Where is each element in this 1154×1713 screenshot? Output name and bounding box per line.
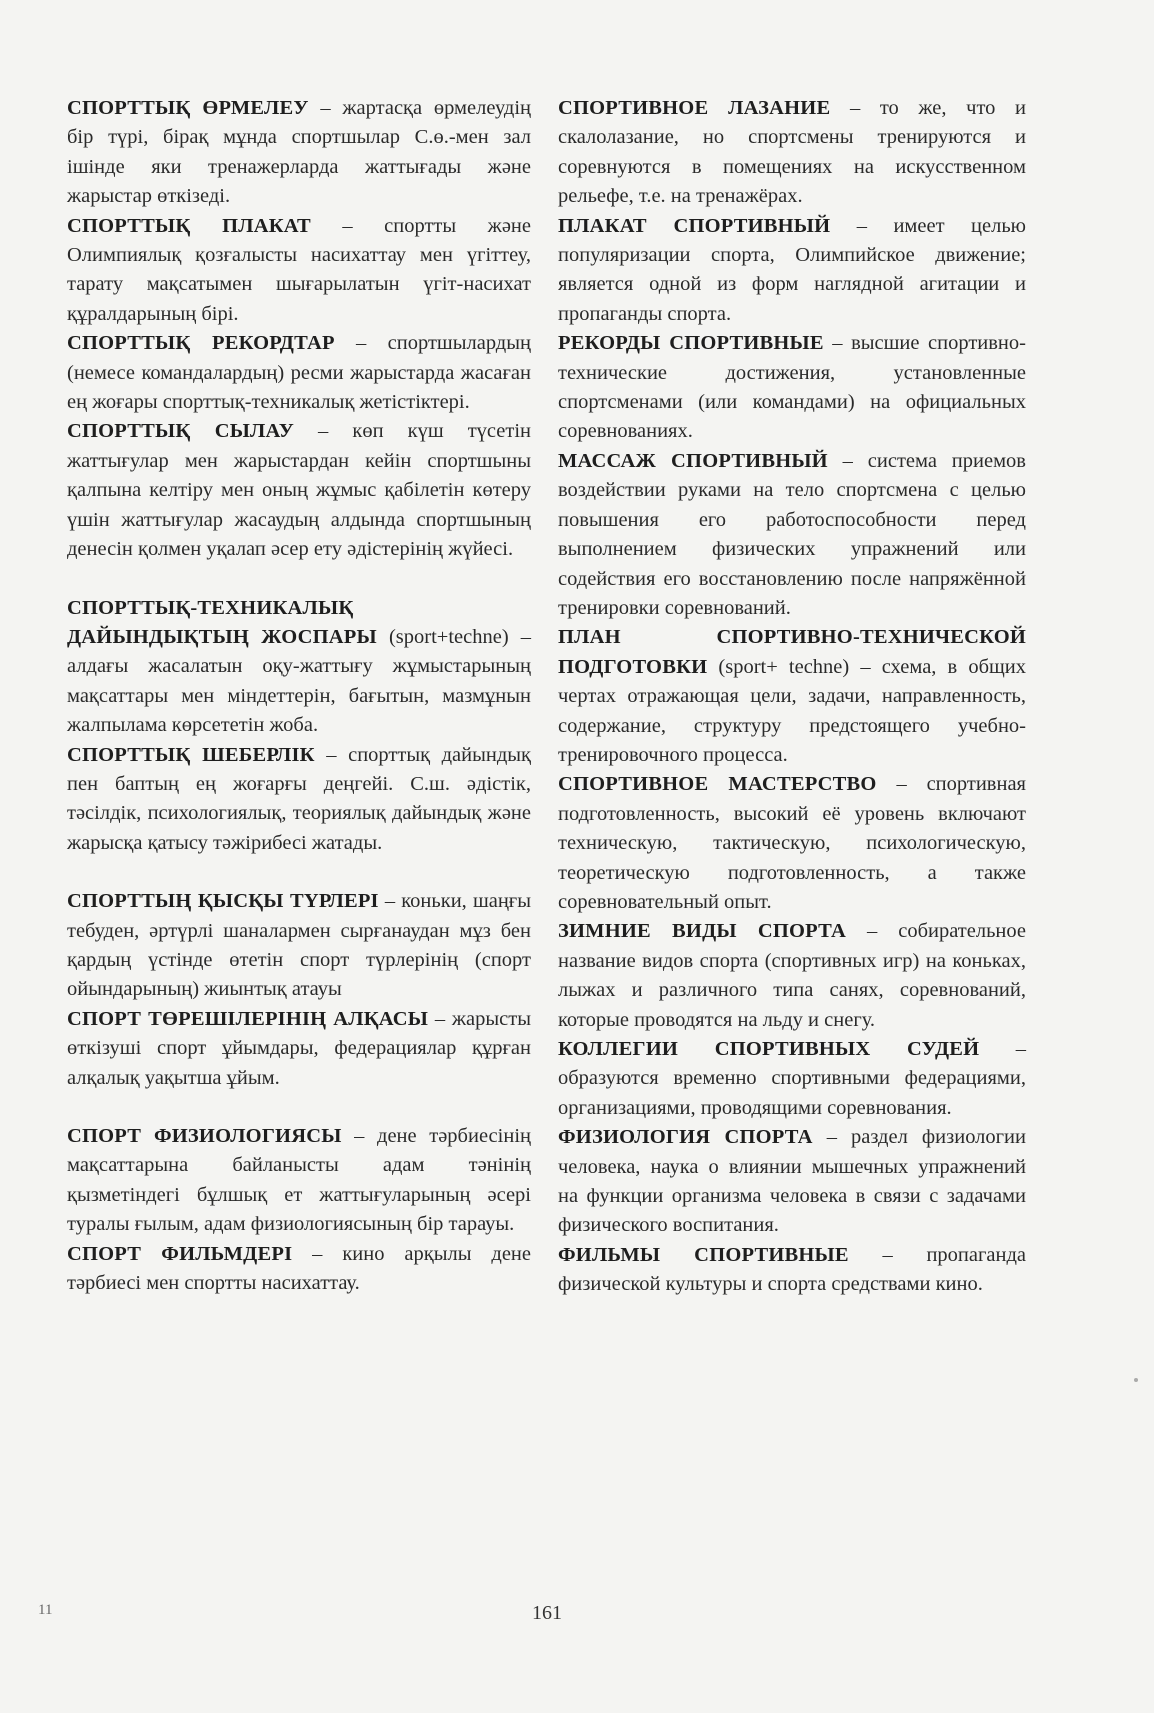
entry-term: СПОРТТЫҢ ҚЫСҚЫ ТҮРЛЕРІ: [67, 890, 379, 913]
dictionary-entry: [67, 329, 531, 417]
left-column-kazakh: [67, 94, 531, 1298]
entry-definition: – дене тәрбиесінің мақсаттарына байланысты адам тәнінің қызметіндегі бұлшық ет жаттығуларының әсері туралы ғылым, адам физиологиясының бір тарауы.: [67, 1125, 531, 1236]
dictionary-entry: [67, 887, 531, 1005]
entry-definition: – имеет целью популяризации спорта, Олимпийское движение; является одной из форм наглядной агитации и пропаганды спорта.: [558, 214, 1026, 325]
entry-definition: – собирательное название видов спорта (спортивных игр) на коньках, лыжах и различного типа санях, соревнований, которые проводятся на льду и снегу.: [558, 920, 1026, 1031]
entry-term: СПОРТТЫҚ-ТЕХНИКАЛЫҚ ДАЙЫНДЫҚТЫҢ ЖОСПАРЫ: [67, 596, 377, 648]
dictionary-entry: [558, 1035, 1026, 1123]
dictionary-entry: [67, 94, 531, 212]
signature-mark: 11: [38, 1602, 53, 1618]
entry-term: СПОРТ ТӨРЕШІЛЕРІНІҢ АЛҚАСЫ: [67, 1007, 429, 1030]
right-column-russian: [558, 94, 1026, 1300]
entry-term: СПОРТТЫҚ ӨРМЕЛЕУ: [67, 97, 309, 119]
entry-spacer: [67, 858, 531, 887]
dictionary-entry: [558, 1241, 1026, 1300]
entry-term: ПЛАН СПОРТИВНО-ТЕХНИЧЕСКОЙ ПОДГОТОВКИ: [558, 626, 1026, 678]
entry-term: МАССАЖ СПОРТИВНЫЙ: [558, 449, 828, 472]
entry-term: ФИЛЬМЫ СПОРТИВНЫЕ: [558, 1243, 849, 1266]
entry-term: ФИЗИОЛОГИЯ СПОРТА: [558, 1126, 813, 1149]
scan-speck: [1134, 1378, 1138, 1382]
dictionary-entry: [558, 94, 1026, 212]
entry-term: КОЛЛЕГИИ СПОРТИВНЫХ СУДЕЙ: [558, 1038, 980, 1060]
entry-spacer: [67, 1093, 531, 1122]
dictionary-entry: [67, 594, 531, 741]
dictionary-entry: [558, 447, 1026, 623]
entry-definition: (sport+techne) – алдағы жасалатын оқу-жаттығу жұмыстарының мақсаттары мен міндеттерін, бағытын, мазмұнын жалпылама көрсететін жоба.: [67, 625, 531, 737]
entry-term: РЕКОРДЫ СПОРТИВНЫЕ: [558, 332, 824, 355]
entry-definition: – жарысты өткізуші спорт ұйымдары, федерациялар құрған алқалық уақытша ұйым.: [67, 1007, 531, 1089]
entry-definition: – пропаганда физической культуры и спорта средствами кино.: [558, 1243, 1026, 1296]
entry-definition: – кино арқылы дене тәрбиесі мен спортты насихаттау.: [67, 1242, 531, 1295]
dictionary-entry: [67, 1122, 531, 1240]
entry-term: ПЛАКАТ СПОРТИВНЫЙ: [558, 214, 831, 237]
dictionary-entry: [67, 1240, 531, 1299]
entry-term: СПОРТ ФИЛЬМДЕРІ: [67, 1242, 293, 1265]
dictionary-entry: [558, 917, 1026, 1035]
entry-definition: – система приемов воздействии руками на тело спортсмена с целью повышения его работоспособности перед выполнением физических упражнений или содействия его восстановлению после напряжённой тренировки соревнований.: [558, 449, 1026, 619]
dictionary-entry: [558, 770, 1026, 917]
entry-definition: – спортшылардың (немесе командалардың) ресми жарыстарда жасаған ең жоғары спорттық-техникалық жетістіктері.: [67, 332, 531, 414]
entry-definition: – высшие спортивно-технические достижения, установленные спортсменами (или командами) на официальных соревнованиях.: [558, 332, 1026, 443]
entry-term: ЗИМНИЕ ВИДЫ СПОРТА: [558, 920, 847, 943]
entry-definition: – спорттық дайындық пен баптың ең жоғарғы деңгейі. С.ш. әдістік, тәсілдік, психологиялық, теориялық дайындық және жарысқа қатысу тәжірибесі жатады.: [67, 743, 532, 854]
entry-definition: (sport+ techne) – схема, в общих чертах отражающая цели, задачи, направленность, содержание, структуру предстоящего учебно-тренировочного процесса.: [558, 655, 1026, 766]
entry-definition: – то же, что и скалолазание, но спортсмены тренируются и соревнуются в помещениях на искусственном рельефе, т.е. на тренажёрах.: [558, 97, 1027, 208]
entry-spacer: [67, 565, 531, 594]
entry-term: СПОРТ ФИЗИОЛОГИЯСЫ: [67, 1125, 342, 1147]
entry-definition: – спортты және Олимпиялық қозғалысты насихаттау мен үгіттеу, тарату мақсатымен шығарылатын үгіт-насихат құралдарының бірі.: [67, 214, 531, 325]
entry-term: СПОРТТЫҚ СЫЛАУ: [67, 420, 294, 443]
entry-term: СПОРТИВНОЕ ЛАЗАНИЕ: [558, 97, 831, 119]
entry-term: СПОРТТЫҚ ШЕБЕРЛІК: [67, 743, 315, 766]
dictionary-entry: [67, 741, 531, 859]
entry-definition: – коньки, шаңғы тебуден, әртүрлі шаналармен сырғанаудан мұз бен қардың үстінде өтетін спорт түрлерінің (спорт ойындарының) жиынтық атауы: [67, 890, 531, 1001]
entry-definition: – образуются временно спортивными федерациями, организациями, проводящими соревнования.: [558, 1038, 1026, 1119]
dictionary-entry: [67, 212, 531, 330]
entry-term: СПОРТТЫҚ ПЛАКАТ: [67, 214, 311, 237]
dictionary-entry: [67, 417, 531, 564]
page-number: 161: [532, 1602, 562, 1624]
dictionary-entry: [558, 1123, 1026, 1241]
entry-term: СПОРТТЫҚ РЕКОРДТАР: [67, 332, 335, 355]
dictionary-entry: [558, 329, 1026, 447]
entry-definition: – көп күш түсетін жаттығулар мен жарыстардан кейін спортшыны қалпына келтіру мен оның жұмыс қабілетін көтеру үшін жаттығулар жасаудың алдында спортшының денесін қолмен уқалап әсер ету әдістерінің жүйесі.: [67, 420, 531, 561]
dictionary-entry: [558, 212, 1026, 330]
entry-term: СПОРТИВНОЕ МАСТЕРСТВО: [558, 773, 877, 796]
entry-definition: – жартасқа өрмелеудің бір түрі, бірақ мұнда спортшылар С.ө.-мен зал ішінде яки тренажерларда жаттығады және жарыстар өткізеді.: [67, 97, 531, 208]
entry-definition: – спортивная подготовленность, высокий её уровень включают техническую, тактическую, психологическую, теоретическую подготовленность, а также соревновательный опыт.: [558, 773, 1026, 913]
entry-definition: – раздел физиологии человека, наука о влиянии мышечных упражнений на функции организма человека в связи с задачами физического воспитания.: [558, 1126, 1026, 1237]
dictionary-entry: [67, 1005, 531, 1093]
dictionary-entry: [558, 623, 1026, 770]
